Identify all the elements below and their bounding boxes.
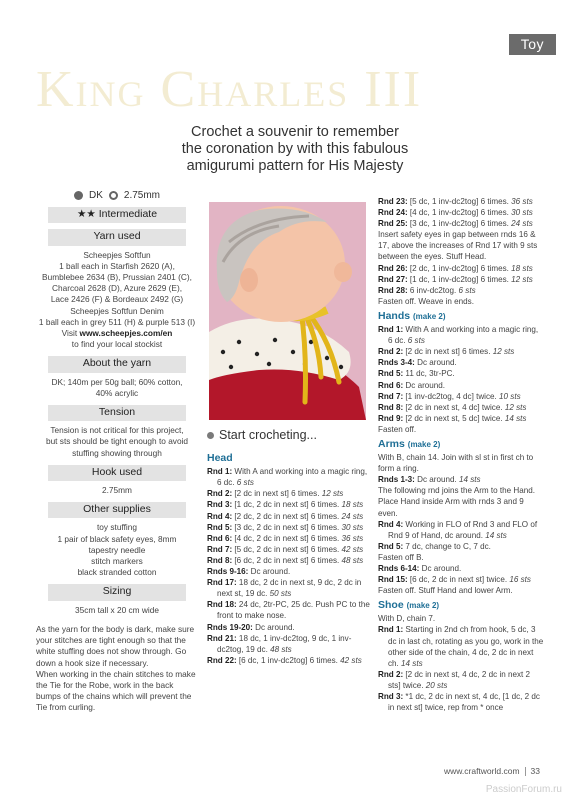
round-label: Rnd 18: bbox=[207, 600, 237, 610]
round-instruction: [6 dc, 1 inv-dc2tog] 6 times. bbox=[236, 655, 341, 665]
pattern-round bbox=[378, 274, 544, 285]
round-instruction: 11 dc, 3tr-PC. bbox=[403, 369, 455, 379]
start-heading bbox=[207, 430, 373, 441]
round-instruction: 18 dc, 2 dc in next st, 9 dc, 2 dc in next st, 19 dc. bbox=[217, 578, 362, 599]
head-end: Fasten off. Weave in ends. bbox=[378, 296, 474, 306]
head-rounds bbox=[207, 466, 373, 666]
hook-size: 2.75mm bbox=[123, 190, 161, 201]
round-label: Rnd 1: bbox=[378, 625, 404, 635]
stitch-count: 42 sts bbox=[341, 544, 364, 554]
round-label: Rnd 25: bbox=[378, 219, 408, 229]
round-label: Rnd 6: bbox=[378, 380, 404, 390]
round-instruction: Dc around. bbox=[414, 475, 459, 485]
hands-title: Hands bbox=[378, 309, 411, 322]
yarn-weight: DK bbox=[88, 190, 103, 201]
round-label: Rnd 24: bbox=[378, 208, 408, 218]
round-label: Rnd 7: bbox=[378, 391, 404, 401]
stitch-count: 48 sts bbox=[341, 555, 364, 565]
yarn-line: Scheepjes Softfun bbox=[83, 249, 151, 260]
round-instruction: 7 dc, change to C, 7 dc. bbox=[403, 541, 491, 551]
pattern-round bbox=[378, 413, 544, 424]
stitch-count: 42 sts bbox=[340, 655, 362, 665]
pattern-round bbox=[378, 541, 544, 552]
hands-rounds bbox=[378, 324, 544, 424]
tension-line: Tension is not critical for this project, bbox=[50, 425, 184, 436]
arms-end: Fasten off. Stuff Hand and lower Arm. bbox=[378, 586, 513, 596]
shoe-rounds bbox=[378, 624, 544, 713]
note-paragraph: When working in the chain stitches to make the Tie for the Robe, work in the back bumps of the chains which will prevent the Tie from curling. bbox=[36, 668, 196, 713]
intro-line: Crochet a souvenir to remember bbox=[191, 124, 399, 140]
page-footer bbox=[444, 766, 540, 776]
level-label: Intermediate bbox=[98, 208, 158, 221]
round-label: Rnd 1: bbox=[378, 325, 404, 335]
stitch-count: 36 sts bbox=[511, 197, 533, 206]
round-label: Rnd 17: bbox=[207, 578, 237, 588]
pattern-round bbox=[378, 263, 544, 274]
round-instruction: [5 dc, 1 inv-dc2tog] 6 times. bbox=[407, 197, 512, 206]
round-instruction: Starting in 2nd ch from hook, 5 dc, 3 dc in last ch, rotating as you go, work in the other side of the chain, 4 dc, 2 dc in next ch. bbox=[388, 625, 544, 668]
round-label: Rnd 15: bbox=[378, 575, 408, 585]
hands-heading bbox=[378, 311, 544, 322]
round-label: Rnd 3: bbox=[378, 692, 404, 702]
arms-note: The following rnd joins the Arm to the Hand. Place Hand inside Arm with rnds 3 and 9 even. bbox=[378, 486, 536, 518]
supply-item: tapestry needle bbox=[88, 544, 146, 555]
tension-line: stuffing showing through bbox=[72, 447, 162, 458]
supplies-list bbox=[36, 522, 198, 578]
page-number: 33 bbox=[530, 765, 540, 776]
round-label: Rnd 26: bbox=[378, 263, 408, 273]
other-supplies-heading: Other supplies bbox=[48, 502, 186, 518]
stitch-count: 48 sts bbox=[270, 644, 292, 654]
round-instruction: Dc around. bbox=[403, 380, 446, 390]
yarn-used-heading: Yarn used bbox=[48, 229, 186, 245]
tension-heading: Tension bbox=[48, 405, 186, 421]
hands-end: Fasten off. bbox=[378, 424, 417, 434]
head-rounds-cont2 bbox=[378, 263, 544, 296]
round-instruction: Dc around. bbox=[252, 622, 295, 632]
round-label: Rnd 27: bbox=[378, 274, 408, 284]
pattern-round bbox=[378, 196, 544, 207]
intro-text bbox=[160, 124, 430, 175]
stockist-link[interactable]: www.scheepjes.com/en bbox=[79, 328, 173, 339]
pattern-round bbox=[378, 519, 544, 541]
hook-used-value: 2.75mm bbox=[102, 485, 132, 496]
round-label: Rnd 23: bbox=[378, 197, 408, 206]
specs-row bbox=[36, 190, 198, 201]
yarn-used-list bbox=[36, 250, 198, 351]
stitch-count: 12 sts bbox=[321, 489, 344, 499]
section-tag: Toy bbox=[509, 34, 556, 55]
footer-site[interactable]: www.craftworld.com bbox=[443, 765, 520, 776]
king-charles-doll-illustration bbox=[209, 202, 366, 420]
supply-item: toy stuffing bbox=[97, 522, 137, 533]
arms-intro: With B, chain 14. Join with sl st in first ch to form a ring. bbox=[378, 453, 534, 474]
note-paragraph: As the yarn for the body is dark, make sure your stitches are tight enough so that the white stuffing does not show through. Go down a hook size if necessary. bbox=[36, 623, 195, 668]
visit-suffix: to find your local stockist bbox=[71, 339, 163, 350]
round-label: Rnds 19-20: bbox=[207, 622, 253, 632]
round-label: Rnd 2: bbox=[207, 489, 233, 499]
supply-item: black stranded cotton bbox=[77, 567, 157, 578]
round-label: Rnd 7: bbox=[207, 544, 233, 554]
stitch-count: 12 sts bbox=[492, 347, 515, 357]
round-instruction: [1 dc, 1 inv-dc2tog] 6 times. bbox=[407, 274, 512, 284]
yarn-line: Scheepjes Softfun Denim bbox=[70, 305, 164, 316]
start-heading-text: Start crocheting... bbox=[219, 428, 317, 442]
round-label: Rnd 2: bbox=[378, 669, 404, 679]
round-instruction: 6 inv-dc2tog. bbox=[407, 285, 459, 295]
pattern-round bbox=[378, 207, 544, 218]
round-label: Rnd 5: bbox=[378, 541, 404, 551]
arms-make: (make 2) bbox=[407, 439, 441, 449]
arms-rounds bbox=[378, 474, 544, 485]
round-instruction: Dc around. bbox=[248, 567, 291, 577]
head-note: Insert safety eyes in gap between rnds 16 & 17, above the increases of Rnd 17 with 9 sts between the eyes. Stuff Head. bbox=[378, 230, 538, 262]
pattern-round bbox=[378, 380, 544, 391]
round-label: Rnds 3-4: bbox=[378, 358, 415, 368]
supply-item: 1 pair of black safety eyes, 8mm bbox=[57, 533, 177, 544]
amigurumi-photo bbox=[209, 202, 366, 420]
round-label: Rnd 5: bbox=[207, 522, 233, 532]
watermark: PassionForum.ru bbox=[485, 784, 562, 795]
pattern-round bbox=[378, 669, 544, 691]
pattern-round bbox=[207, 466, 373, 488]
pattern-column-right bbox=[378, 196, 544, 713]
intro-line: amigurumi pattern for His Majesty bbox=[186, 158, 404, 174]
stitch-count: 24 sts bbox=[341, 511, 364, 521]
pattern-round bbox=[207, 599, 373, 621]
pattern-column-middle bbox=[207, 430, 373, 666]
round-instruction: [2 dc, 1 inv-dc2tog] 6 times. bbox=[407, 263, 512, 273]
footer-divider bbox=[525, 767, 526, 776]
round-instruction: Dc around. bbox=[414, 358, 457, 368]
info-sidebar bbox=[36, 190, 198, 714]
sizing-value: 35cm tall x 20 cm wide bbox=[75, 604, 159, 615]
stitch-count: 50 sts bbox=[269, 589, 292, 599]
yarn-line: Charcoal 2628 (D), Azure 2629 (E), bbox=[51, 283, 183, 294]
stitch-count: 12 sts bbox=[511, 274, 533, 284]
pattern-round bbox=[378, 402, 544, 413]
tension-text bbox=[36, 425, 198, 459]
stitch-count: 6 sts bbox=[236, 478, 254, 488]
stitch-count: 6 sts bbox=[407, 336, 425, 346]
arms-title: Arms bbox=[378, 437, 405, 450]
intro-line: the coronation by with this fabulous bbox=[181, 141, 409, 157]
round-instruction: *1 dc, 2 dc in next st, 4 dc, [1 dc, 2 dc in next st] twice, rep from * once bbox=[388, 692, 540, 713]
stitch-count: 6 sts bbox=[458, 285, 476, 295]
round-instruction: [2 dc in next st] 6 times. bbox=[403, 347, 493, 357]
round-label: Rnd 3: bbox=[207, 500, 233, 510]
pattern-round bbox=[378, 391, 544, 402]
visit-prefix: Visit bbox=[61, 328, 80, 339]
stitch-count: 14 sts bbox=[504, 413, 527, 423]
head-heading: Head bbox=[207, 452, 233, 465]
round-label: Rnd 4: bbox=[378, 519, 404, 529]
pattern-round bbox=[378, 691, 544, 713]
bullet-icon bbox=[207, 432, 214, 439]
round-instruction: [3 dc, 1 inv-dc2tog] 6 times. bbox=[407, 219, 512, 229]
pattern-round bbox=[378, 574, 544, 585]
round-instruction: [3 dc, 2 dc in next st] 6 times. bbox=[232, 522, 342, 532]
round-label: Rnd 6: bbox=[207, 533, 233, 543]
yarn-line: 1 ball each in grey 511 (H) & purple 513 (I) bbox=[38, 316, 196, 327]
pattern-round bbox=[378, 324, 544, 346]
stitch-count: 18 sts bbox=[511, 263, 533, 273]
sizing-heading: Sizing bbox=[48, 584, 186, 600]
round-instruction: [4 dc, 2 dc in next st] 6 times. bbox=[232, 533, 342, 543]
stitch-count: 10 sts bbox=[499, 391, 521, 401]
hook-icon bbox=[109, 191, 118, 200]
pattern-round bbox=[378, 357, 544, 368]
round-instruction: [2 dc in next st] 6 times. bbox=[232, 489, 322, 499]
stitch-count: 20 sts bbox=[425, 680, 448, 690]
pattern-round bbox=[207, 533, 373, 544]
about-line: 40% acrylic bbox=[95, 387, 139, 398]
round-label: Rnds 1-3: bbox=[378, 475, 415, 485]
tension-line: but sts should be tight enough to avoid bbox=[45, 436, 189, 447]
pattern-round bbox=[207, 555, 373, 566]
about-yarn-text bbox=[36, 377, 198, 399]
round-instruction: 18 dc, 1 inv-dc2tog, 9 dc, 1 inv-dc2tog, 19 dc. bbox=[217, 633, 352, 654]
stitch-count: 14 sts bbox=[401, 658, 423, 668]
pattern-round bbox=[378, 368, 544, 379]
stitch-count: 14 sts bbox=[485, 530, 507, 540]
round-instruction: [2 dc, 2 dc in next st] 6 times. bbox=[232, 511, 342, 521]
stitch-count: 18 sts bbox=[341, 500, 364, 510]
round-instruction: [2 dc in next st, 4 dc, 2 dc in next 2 sts] twice. bbox=[388, 669, 531, 690]
hook-used-heading: Hook used bbox=[48, 465, 186, 481]
pattern-round bbox=[378, 285, 544, 296]
pattern-round bbox=[207, 577, 373, 599]
round-instruction: Working in FLO of Rnd 3 and FLO of Rnd 9 of Hand, dc around. bbox=[388, 519, 538, 540]
level-badge: ★★ Intermediate bbox=[48, 207, 186, 223]
hands-make: (make 2) bbox=[413, 311, 446, 321]
head-rounds-cont bbox=[378, 196, 544, 229]
round-instruction: 24 dc, 2tr-PC, 25 dc. Push PC to the front to make nose. bbox=[217, 600, 370, 621]
yarn-line: Lace 2426 (F) & Bordeaux 2492 (G) bbox=[50, 294, 184, 305]
about-yarn-heading: About the yarn bbox=[48, 356, 186, 372]
round-instruction: [6 dc, 2 dc in next st] 6 times. bbox=[232, 555, 342, 565]
round-instruction: [2 dc in next st, 4 dc] twice. bbox=[403, 402, 505, 412]
pattern-round bbox=[207, 622, 373, 633]
round-label: Rnds 6-14: bbox=[378, 564, 420, 573]
stitch-count: 30 sts bbox=[511, 208, 533, 218]
round-instruction: [5 dc, 2 dc in next st] 6 times. bbox=[232, 544, 342, 554]
pattern-round bbox=[207, 511, 373, 522]
visit-line bbox=[36, 328, 198, 339]
yarn-line: 1 ball each in Starfish 2620 (A), bbox=[59, 260, 175, 271]
page-title: King Charles III bbox=[36, 61, 423, 118]
arms-fasten: Fasten off B. bbox=[378, 552, 424, 562]
pattern-round bbox=[207, 488, 373, 499]
stitch-count: 16 sts bbox=[509, 575, 531, 585]
round-label: Rnd 28: bbox=[378, 285, 408, 295]
shoe-make: (make 2) bbox=[406, 601, 440, 611]
about-line: DK; 140m per 50g ball; 60% cotton, bbox=[51, 376, 183, 387]
shoe-heading bbox=[378, 600, 544, 611]
pattern-round bbox=[207, 655, 373, 666]
round-label: Rnd 8: bbox=[207, 555, 233, 565]
round-label: Rnd 8: bbox=[378, 402, 404, 412]
round-instruction: With A and working into a magic ring, 6 dc. bbox=[388, 325, 539, 346]
shoe-intro: With D, chain 7. bbox=[378, 614, 436, 624]
stitch-count: 36 sts bbox=[341, 533, 364, 543]
round-instruction: [6 dc, 2 dc in next st] twice. bbox=[407, 575, 510, 585]
round-instruction: [1 inv-dc2tog, 4 dc] twice. bbox=[403, 391, 500, 401]
arms-rounds-2 bbox=[378, 519, 544, 552]
stitch-count: 30 sts bbox=[341, 522, 364, 532]
pattern-round bbox=[378, 624, 544, 668]
yarn-line: Bumblebee 2634 (B), Prussian 2401 (C), bbox=[42, 272, 192, 283]
stitch-count: 24 sts bbox=[511, 219, 533, 229]
supply-item: stitch markers bbox=[91, 556, 143, 567]
round-label: Rnd 9: bbox=[378, 413, 404, 423]
pattern-round bbox=[207, 522, 373, 533]
round-instruction: [1 dc, 2 dc in next st] 6 times. bbox=[232, 500, 342, 510]
round-instruction: Dc around. bbox=[419, 564, 462, 573]
pattern-round bbox=[378, 563, 544, 574]
pattern-round bbox=[378, 346, 544, 357]
pattern-round bbox=[207, 633, 373, 655]
stitch-count: 12 sts bbox=[504, 402, 527, 412]
yarn-ball-icon bbox=[74, 191, 83, 200]
pattern-round bbox=[207, 566, 373, 577]
round-label: Rnds 9-16: bbox=[207, 567, 249, 577]
arms-heading bbox=[378, 439, 544, 450]
round-instruction: [2 dc in next st, 5 dc] twice. bbox=[403, 413, 505, 423]
pattern-round bbox=[207, 499, 373, 510]
round-instruction: [4 dc, 1 inv-dc2tog] 6 times. bbox=[407, 208, 512, 218]
round-label: Rnd 22: bbox=[207, 655, 237, 665]
round-label: Rnd 1: bbox=[207, 467, 233, 477]
round-instruction: With A and working into a magic ring, 6 dc. bbox=[217, 467, 368, 488]
shoe-title: Shoe bbox=[378, 599, 404, 612]
pattern-round bbox=[378, 474, 544, 485]
stitch-count: 14 sts bbox=[458, 475, 481, 485]
round-label: Rnd 2: bbox=[378, 347, 404, 357]
round-label: Rnd 5: bbox=[378, 369, 404, 379]
pattern-round bbox=[378, 218, 544, 229]
round-label: Rnd 4: bbox=[207, 511, 233, 521]
arms-rounds-3 bbox=[378, 563, 544, 585]
round-label: Rnd 21: bbox=[207, 633, 237, 643]
pattern-round bbox=[207, 544, 373, 555]
